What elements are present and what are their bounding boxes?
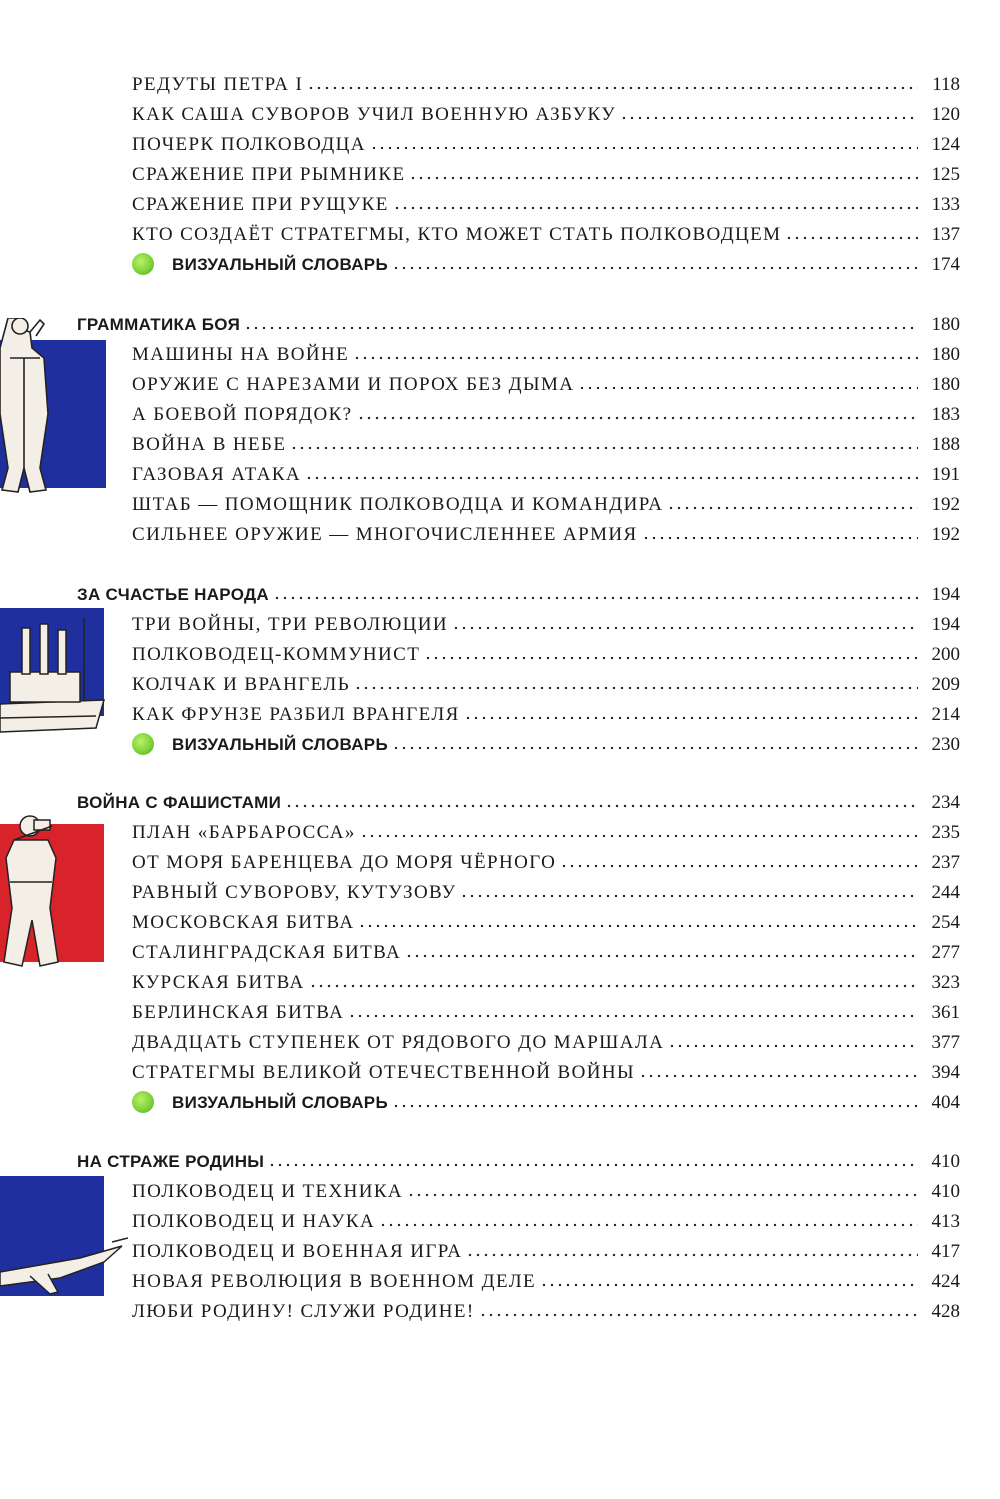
leader-dots xyxy=(285,804,918,808)
toc-item-page: 235 xyxy=(931,822,960,843)
toc-item[interactable] xyxy=(132,844,960,874)
visual-dictionary-item[interactable] xyxy=(132,726,960,756)
toc-item-title: СТАЛИНГРАДСКАЯ БИТВА xyxy=(132,942,402,963)
toc-item-title: КАК ФРУНЗЕ РАЗБИЛ ВРАНГЕЛЯ xyxy=(132,704,460,725)
toc-item-title: ПОЛКОВОДЕЦ-КОММУНИСТ xyxy=(132,644,421,665)
toc-item-page: 180 xyxy=(931,374,960,395)
leader-dots xyxy=(268,1163,918,1167)
leader-dots xyxy=(407,1193,918,1197)
leader-dots xyxy=(358,924,918,928)
toc-item-title: СРАЖЕНИЕ ПРИ РУЩУКЕ xyxy=(132,194,389,215)
toc-item[interactable] xyxy=(132,336,960,366)
leader-dots xyxy=(393,206,918,210)
toc-item-title: ВИЗУАЛЬНЫЙ СЛОВАРЬ xyxy=(172,255,388,274)
toc-item[interactable] xyxy=(132,396,960,426)
toc-item[interactable] xyxy=(132,126,960,156)
leader-dots xyxy=(392,266,918,270)
toc-item[interactable] xyxy=(132,934,960,964)
toc-item-title: СТРАТЕГМЫ ВЕЛИКОЙ ОТЕЧЕСТВЕННОЙ ВОЙНЫ xyxy=(132,1062,635,1083)
toc-item[interactable] xyxy=(132,216,960,246)
soldier-binoculars-icon xyxy=(0,812,108,972)
toc-item[interactable] xyxy=(132,366,960,396)
toc-item-title: МОСКОВСКАЯ БИТВА xyxy=(132,912,355,933)
toc-item[interactable] xyxy=(132,156,960,186)
chapter-heading[interactable] xyxy=(77,576,960,606)
toc-item-page: 214 xyxy=(931,704,960,725)
leader-dots xyxy=(392,746,918,750)
leader-dots xyxy=(309,984,918,988)
toc-item[interactable] xyxy=(132,516,960,546)
leader-dots xyxy=(668,1044,918,1048)
leader-dots xyxy=(424,656,918,660)
toc-item[interactable] xyxy=(132,666,960,696)
cruiser-aurora-icon xyxy=(0,608,110,740)
toc-item-page: 277 xyxy=(931,942,960,963)
leader-dots xyxy=(305,476,918,480)
leader-dots xyxy=(667,506,918,510)
toc-item-page: 125 xyxy=(931,164,960,185)
leader-dots xyxy=(370,146,918,150)
toc-item-title: А БОЕВОЙ ПОРЯДОК? xyxy=(132,404,353,425)
jet-plane-icon xyxy=(0,1176,132,1306)
toc-item[interactable] xyxy=(132,606,960,636)
leader-dots xyxy=(540,1283,918,1287)
toc-item-page: 133 xyxy=(931,194,960,215)
toc-item[interactable] xyxy=(132,1263,960,1293)
toc-item[interactable] xyxy=(132,874,960,904)
toc-item-title: КУРСКАЯ БИТВА xyxy=(132,972,305,993)
leader-dots xyxy=(244,326,918,330)
toc-item[interactable] xyxy=(132,814,960,844)
toc-item[interactable] xyxy=(132,486,960,516)
toc-item-title: ВИЗУАЛЬНЫЙ СЛОВАРЬ xyxy=(172,735,388,754)
toc-item-title: ПОЧЕРК ПОЛКОВОДЦА xyxy=(132,134,366,155)
toc-item-page: 410 xyxy=(931,1181,960,1202)
toc-item[interactable] xyxy=(132,1173,960,1203)
chapter-page: 234 xyxy=(931,792,960,813)
visual-dictionary-item[interactable] xyxy=(132,246,960,276)
toc-item-page: 180 xyxy=(931,344,960,365)
chapter-heading[interactable] xyxy=(77,1143,960,1173)
leader-dots xyxy=(560,864,918,868)
toc-item[interactable] xyxy=(132,636,960,666)
toc-item[interactable] xyxy=(132,186,960,216)
toc-item-title: ШТАБ — ПОМОЩНИК ПОЛКОВОДЦА И КОМАНДИРА xyxy=(132,494,664,515)
toc-item-page: 244 xyxy=(931,882,960,903)
toc-item[interactable] xyxy=(132,426,960,456)
toc-item-page: 237 xyxy=(931,852,960,873)
toc-item-title: ВОЙНА В НЕБЕ xyxy=(132,434,287,455)
chapter-page: 180 xyxy=(931,314,960,335)
leader-dots xyxy=(353,356,918,360)
chapter-title: ГРАММАТИКА БОЯ xyxy=(77,315,241,334)
toc-item-title: ЛЮБИ РОДИНУ! СЛУЖИ РОДИНЕ! xyxy=(132,1301,475,1322)
leader-dots xyxy=(273,596,918,600)
toc-item-title: ОТ МОРЯ БАРЕНЦЕВА ДО МОРЯ ЧЁРНОГО xyxy=(132,852,557,873)
toc-item-page: 188 xyxy=(931,434,960,455)
toc-item-page: 137 xyxy=(931,224,960,245)
toc-item-title: СРАЖЕНИЕ ПРИ РЫМНИКЕ xyxy=(132,164,406,185)
toc-item[interactable] xyxy=(132,96,960,126)
toc-item[interactable] xyxy=(132,66,960,96)
toc-item-page: 377 xyxy=(931,1032,960,1053)
leader-dots xyxy=(360,834,918,838)
chapter-title: ВОЙНА С ФАШИСТАМИ xyxy=(77,793,282,812)
leader-dots xyxy=(348,1014,918,1018)
leader-dots xyxy=(639,1074,918,1078)
toc-item-page: 323 xyxy=(931,972,960,993)
toc-item[interactable] xyxy=(132,696,960,726)
toc-item-title: КАК САША СУВОРОВ УЧИЛ ВОЕННУЮ АЗБУКУ xyxy=(132,104,617,125)
toc-item-page: 413 xyxy=(931,1211,960,1232)
leader-dots xyxy=(357,416,918,420)
leader-dots xyxy=(460,894,918,898)
leader-dots xyxy=(452,626,918,630)
leader-dots xyxy=(290,446,918,450)
toc-item-title: НОВАЯ РЕВОЛЮЦИЯ В ВОЕННОМ ДЕЛЕ xyxy=(132,1271,537,1292)
visual-dictionary-item[interactable] xyxy=(132,1084,960,1114)
leader-dots xyxy=(379,1223,918,1227)
toc-item-page: 191 xyxy=(931,464,960,485)
toc-item[interactable] xyxy=(132,1054,960,1084)
leader-dots xyxy=(405,954,918,958)
toc-item-page: 254 xyxy=(931,912,960,933)
toc-item-title: ГАЗОВАЯ АТАКА xyxy=(132,464,302,485)
chapter-heading[interactable] xyxy=(77,784,960,814)
toc-item[interactable] xyxy=(132,1233,960,1263)
toc-item[interactable] xyxy=(132,964,960,994)
leader-dots xyxy=(466,1253,918,1257)
leader-dots xyxy=(620,116,918,120)
toc-item-page: 417 xyxy=(931,1241,960,1262)
toc-item-page: 209 xyxy=(931,674,960,695)
leader-dots xyxy=(479,1313,918,1317)
soldier-greatcoat-icon xyxy=(0,318,112,498)
toc-item-title: РЕДУТЫ ПЕТРА I xyxy=(132,74,304,95)
chapter-title: ЗА СЧАСТЬЕ НАРОДА xyxy=(77,585,269,604)
leader-dots xyxy=(354,686,918,690)
green-bullet-icon xyxy=(132,253,154,275)
toc-item-page: 230 xyxy=(931,734,960,755)
toc-item-page: 200 xyxy=(931,644,960,665)
toc-item-title: ОРУЖИЕ С НАРЕЗАМИ И ПОРОХ БЕЗ ДЫМА xyxy=(132,374,575,395)
toc-item[interactable] xyxy=(132,904,960,934)
toc-item-page: 192 xyxy=(931,494,960,515)
toc-item-title: ПЛАН «БАРБАРОССА» xyxy=(132,822,356,843)
toc-item-title: ВИЗУАЛЬНЫЙ СЛОВАРЬ xyxy=(172,1093,388,1112)
toc-item-title: КОЛЧАК И ВРАНГЕЛЬ xyxy=(132,674,351,695)
leader-dots xyxy=(392,1104,918,1108)
toc-item-page: 124 xyxy=(931,134,960,155)
leader-dots xyxy=(642,536,918,540)
toc-item-page: 194 xyxy=(931,614,960,635)
toc-item-page: 424 xyxy=(931,1271,960,1292)
toc-item-page: 118 xyxy=(932,74,960,95)
toc-item-page: 192 xyxy=(931,524,960,545)
toc-item-title: МАШИНЫ НА ВОЙНЕ xyxy=(132,344,350,365)
toc-item-page: 404 xyxy=(931,1092,960,1113)
toc-item[interactable] xyxy=(132,1293,960,1323)
toc-item-page: 394 xyxy=(931,1062,960,1083)
chapter-title: НА СТРАЖЕ РОДИНЫ xyxy=(77,1152,265,1171)
toc-item-title: СИЛЬНЕЕ ОРУЖИЕ — МНОГОЧИСЛЕННЕЕ АРМИЯ xyxy=(132,524,638,545)
chapter-heading[interactable] xyxy=(77,306,960,336)
green-bullet-icon xyxy=(132,733,154,755)
toc-item-page: 183 xyxy=(931,404,960,425)
chapter-page: 194 xyxy=(931,584,960,605)
leader-dots xyxy=(785,236,918,240)
toc-item[interactable] xyxy=(132,456,960,486)
toc-item-page: 120 xyxy=(931,104,960,125)
toc-item[interactable] xyxy=(132,1203,960,1233)
toc-item[interactable] xyxy=(132,1024,960,1054)
toc-item-title: ПОЛКОВОДЕЦ И ТЕХНИКА xyxy=(132,1181,404,1202)
toc-item-page: 174 xyxy=(931,254,960,275)
leader-dots xyxy=(409,176,918,180)
toc-item-page: 428 xyxy=(931,1301,960,1322)
toc-item[interactable] xyxy=(132,994,960,1024)
toc-item-title: ПОЛКОВОДЕЦ И НАУКА xyxy=(132,1211,376,1232)
toc-item-title: ДВАДЦАТЬ СТУПЕНЕК ОТ РЯДОВОГО ДО МАРШАЛА xyxy=(132,1032,665,1053)
toc-item-title: БЕРЛИНСКАЯ БИТВА xyxy=(132,1002,345,1023)
toc-item-title: РАВНЫЙ СУВОРОВУ, КУТУЗОВУ xyxy=(132,882,457,903)
green-bullet-icon xyxy=(132,1091,154,1113)
leader-dots xyxy=(307,86,918,90)
leader-dots xyxy=(464,716,918,720)
toc-item-title: ТРИ ВОЙНЫ, ТРИ РЕВОЛЮЦИИ xyxy=(132,614,448,635)
chapter-page: 410 xyxy=(931,1151,960,1172)
toc-item-title: ПОЛКОВОДЕЦ И ВОЕННАЯ ИГРА xyxy=(132,1241,463,1262)
toc-item-title: КТО СОЗДАЁТ СТРАТЕГМЫ, КТО МОЖЕТ СТАТЬ ПОЛКОВОДЦЕМ xyxy=(132,224,782,245)
leader-dots xyxy=(578,386,918,390)
toc-item-page: 361 xyxy=(931,1002,960,1023)
